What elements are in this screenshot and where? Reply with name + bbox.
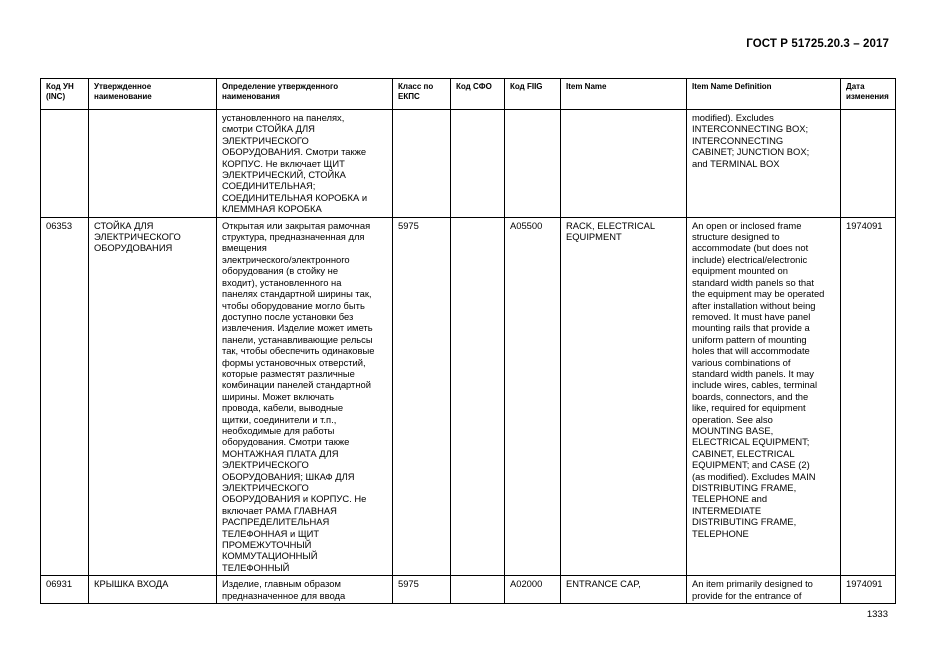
cell-fiig-code: A05500	[505, 217, 561, 576]
column-header-item-definition: Item Name Definition	[687, 79, 841, 110]
cell-change-date: 1974091	[841, 217, 896, 576]
table-row	[41, 110, 896, 218]
cell-change-date: 1974091	[841, 576, 896, 604]
cell-item-name: ENTRANCE CAP,	[561, 576, 687, 604]
column-header-fiig-code: Код FIIG	[505, 79, 561, 110]
cell-definition: Изделие, главным образом предназначенное для ввода	[217, 576, 393, 604]
cell-inc: 06353	[41, 217, 89, 576]
cell-definition: Открытая или закрытая рамочная структура, предназначенная для вмещения электрического/электронного оборудования (в стойку не входит), установленного на панелях стандартной ширины так, чтобы оборудование могло быть доступно после установки без извлечения. Изделие может иметь панели, устанавливающие рельсы так, чтобы обеспечить одинаковые формы установочных отверстий, которые разместят различные комбинации панелей стандартной ширины. Может включать провода, кабели, выводные щитки, соединители и т.п., необходимые для работы оборудования. Смотри также МОНТАЖНАЯ ПЛАТА ДЛЯ ЭЛЕКТРИЧЕСКОГО ОБОРУДОВАНИЯ; ШКАФ ДЛЯ ЭЛЕКТРИЧЕСКОГО ОБОРУДОВАНИЯ и КОРПУС. Не включает РАМА ГЛАВНАЯ РАСПРЕДЕЛИТЕЛЬНАЯ ТЕЛЕФОННАЯ и ЩИТ ПРОМЕЖУТОЧНЫЙ КОММУТАЦИОННЫЙ ТЕЛЕФОННЫЙ	[217, 217, 393, 576]
cell-sfo-code	[451, 576, 505, 604]
cell-approved-name: СТОЙКА ДЛЯ ЭЛЕКТРИЧЕСКОГО ОБОРУДОВАНИЯ	[89, 217, 217, 576]
column-header-sfo-code: Код СФО	[451, 79, 505, 110]
cell-item-definition: An item primarily designed to provide for the entrance of	[687, 576, 841, 604]
cell-item-definition: modified). Excludes INTERCONNECTING BOX; INTERCONNECTING CABINET; JUNCTION BOX; and TERMINAL BOX	[687, 110, 841, 218]
cell-fiig-code: A02000	[505, 576, 561, 604]
table-header-row	[41, 79, 896, 110]
cell-item-name	[561, 110, 687, 218]
cell-ekps-class: 5975	[393, 576, 451, 604]
item-catalog-table	[40, 78, 896, 604]
cell-definition: установленного на панелях, смотри СТОЙКА ДЛЯ ЭЛЕКТРИЧЕСКОГО ОБОРУДОВАНИЯ. Смотри также КОРПУС. Не включает ЩИТ ЭЛЕКТРИЧЕСКИЙ, СТОЙКА СОЕДИНИТЕЛЬНАЯ; СОЕДИНИТЕЛЬНАЯ КОРОБКА и КЛЕММНАЯ КОРОБКА	[217, 110, 393, 218]
column-header-ekps-class: Класс по ЕКПС	[393, 79, 451, 110]
cell-sfo-code	[451, 217, 505, 576]
cell-ekps-class	[393, 110, 451, 218]
column-header-change-date: Дата изменения	[841, 79, 896, 110]
document-standard-code: ГОСТ Р 51725.20.3 – 2017	[746, 38, 889, 50]
page-number: 1333	[866, 609, 888, 620]
cell-approved-name	[89, 110, 217, 218]
cell-inc	[41, 110, 89, 218]
table-row	[41, 217, 896, 576]
cell-change-date	[841, 110, 896, 218]
cell-item-definition: An open or inclosed frame structure designed to accommodate (but does not include) electrical/electronic equipment mounted on standard width panels so that the equipment may be operated after installation without being removed. It must have panel mounting rails that provide a uniform pattern of mounting holes that will accommodate various combinations of standard width panels. It may include wires, cables, terminal boards, connectors, and the like, required for equipment operation. See also MOUNTING BASE, ELECTRICAL EQUIPMENT; CABINET, ELECTRICAL EQUIPMENT; and CASE (2) (as modified). Excludes MAIN DISTRIBUTING FRAME, TELEPHONE and INTERMEDIATE DISTRIBUTING FRAME, TELEPHONE	[687, 217, 841, 576]
cell-sfo-code	[451, 110, 505, 218]
cell-approved-name: КРЫШКА ВХОДА	[89, 576, 217, 604]
cell-inc: 06931	[41, 576, 89, 604]
table-row	[41, 576, 896, 604]
cell-item-name: RACK, ELECTRICAL EQUIPMENT	[561, 217, 687, 576]
column-header-inc: Код УН (INC)	[41, 79, 89, 110]
column-header-approved-name: Утвержденное наименование	[89, 79, 217, 110]
cell-fiig-code	[505, 110, 561, 218]
cell-ekps-class: 5975	[393, 217, 451, 576]
column-header-item-name: Item Name	[561, 79, 687, 110]
column-header-definition: Определение утвержденного наименования	[217, 79, 393, 110]
